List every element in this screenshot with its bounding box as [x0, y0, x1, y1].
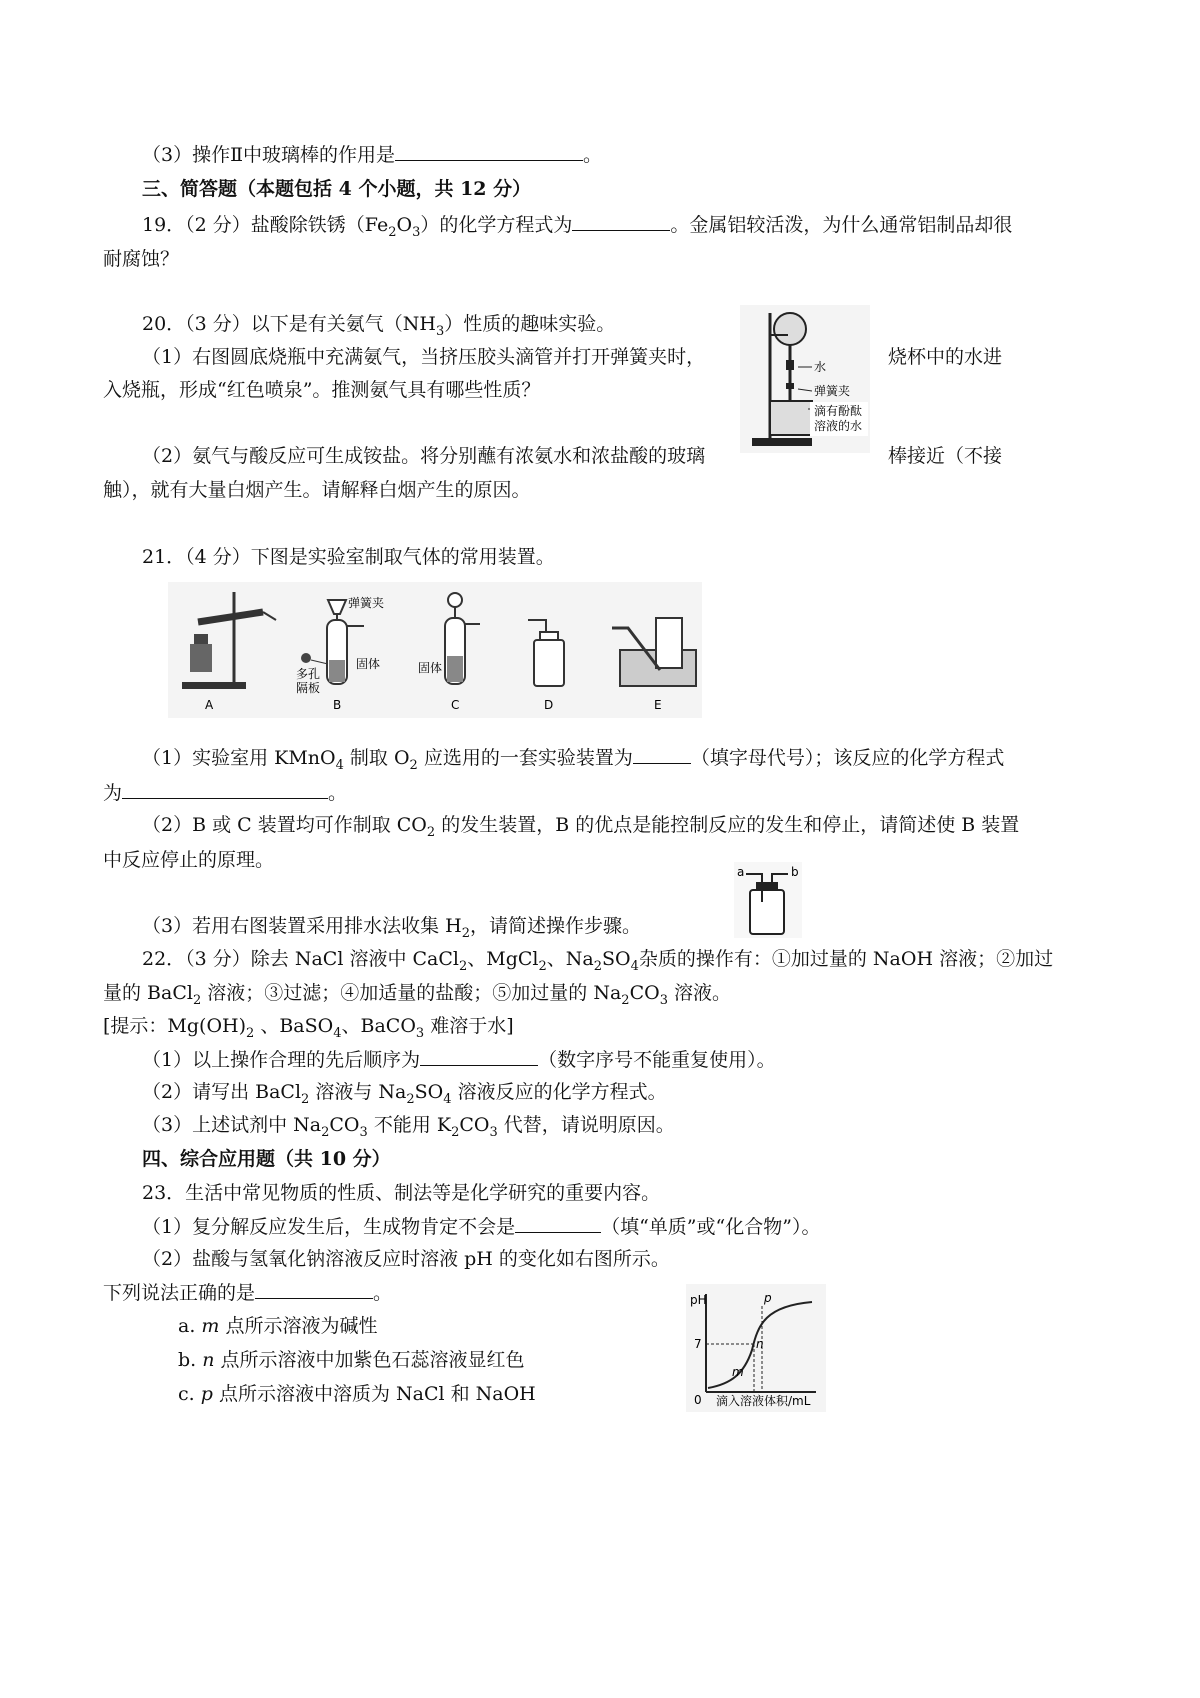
option-b[interactable]: b. n 点所示溶液中加紫色石蕊溶液显红色 [178, 1349, 525, 1371]
q20-2-line2: 触），就有大量白烟产生。请解释白烟产生的原因。 [103, 479, 531, 501]
q19-line1: 19．（2 分）盐酸除铁锈$(Fe_2O_3)$的化学方程式为 。金属铝较活泼，为什么通常铝制品却很 [142, 214, 1013, 240]
section-3-heading: 三、简答题（本题包括 4 个小题，共 12 分） [142, 178, 532, 200]
option-a[interactable]: a. m 点所示溶液为碱性 [178, 1315, 378, 1337]
answer-blank[interactable] [515, 1214, 601, 1233]
point-m: m [732, 1365, 744, 1379]
label-phenol-1: 滴有酚酞 [814, 404, 863, 418]
q20-1-line2: 入烧瓶，形成“红色喷泉”。推测氨气具有哪些性质？ [103, 379, 541, 401]
q21-2-line2: 中反应停止的原理。 [103, 849, 275, 871]
x-label: 滴入溶液体积/mL [716, 1394, 811, 1408]
label-clamp-b: 弹簧夹 [348, 596, 385, 610]
q18-3: （3）操作Ⅱ中玻璃棒的作用是 。 [142, 144, 603, 166]
answer-blank[interactable] [255, 1280, 373, 1299]
label-d: D [544, 698, 554, 712]
label-solid-b: 固体 [356, 657, 381, 671]
q22-2: （2）请写出 BaCl$_2$ 溶液与 $Na_2SO_4$ 溶液反应的化学方程式。 [142, 1081, 667, 1107]
answer-blank[interactable] [420, 1047, 538, 1066]
section-4-heading: 四、综合应用题（共 10 分） [142, 1148, 391, 1170]
label-plate-2: 隔板 [296, 681, 321, 695]
label-port-a: a [737, 865, 745, 879]
y-label: pH [690, 1293, 707, 1307]
label-port-b: b [791, 865, 799, 879]
option-c[interactable]: c. p 点所示溶液中溶质为 NaCl 和 NaOH [178, 1383, 536, 1405]
q23-intro: 23．生活中常见物质的性质、制法等是化学研究的重要内容。 [142, 1182, 661, 1204]
q22-1: （1）以上操作合理的先后顺序为 （数字序号不能重复使用）。 [142, 1049, 776, 1071]
q23-2-prompt: 下列说法正确的是 。 [103, 1282, 393, 1304]
q20-line1: 20．（3 分）以下是有关氨气$(NH_3)$性质的趣味实验。 [142, 313, 616, 339]
q21-1-line2: 为 。 [103, 782, 348, 804]
q22-line1: 22．（3 分）除去 NaCl 溶液中 CaCl$_2$、MgCl$_2$、$Na_2SO_4$杂质的操作有：①加过量的 NaOH 溶液；②加过 [142, 948, 1054, 974]
q22-3: （3）上述试剂中 $Na_2CO_3$ 不能用 $K_2CO_3$ 代替，请说明原因。 [142, 1114, 675, 1140]
point-n: n [756, 1337, 764, 1351]
label-phenol-2: 溶液的水 [814, 419, 863, 433]
q20-2-line1-end: 棒接近（不接 [888, 445, 1003, 467]
q21-3: （3）若用右图装置采用排水法收集 $H_2$，请简述操作步骤。 [142, 915, 641, 941]
point-p: p [764, 1291, 772, 1305]
q21-1-line1: （1）实验室用 KMnO$_4$ 制取 $O_2$ 应选用的一套实验装置为 （填字母代号）；该反应的化学方程式 [142, 747, 1005, 773]
q20-2-line1: （2）氨气与酸反应可生成铵盐。将分别蘸有浓氨水和浓盐酸的玻璃 [142, 445, 706, 467]
q21-intro: 21．（4 分）下图是实验室制取气体的常用装置。 [142, 546, 555, 568]
tick-0: 0 [694, 1393, 702, 1407]
answer-blank[interactable] [633, 745, 691, 764]
label-solid-c: 固体 [418, 661, 443, 675]
q19-line2: 耐腐蚀？ [103, 248, 180, 270]
q21-2-line1: （2）B 或 C 装置均可作制取 $CO_2$ 的发生装置，B 的优点是能控制反应的发生和停止，请简述使 B 装置 [142, 814, 1020, 840]
q22-line2: 量的 BaCl$_2$ 溶液；③过滤；④加适量的盐酸；⑤加过量的 $Na_2CO_3$ 溶液。 [103, 982, 732, 1008]
label-a: A [205, 698, 214, 712]
gas-apparatus-figure [168, 582, 702, 718]
answer-blank[interactable] [572, 212, 670, 231]
q23-2: （2）盐酸与氢氧化钠溶液反应时溶液 pH 的变化如右图所示。 [142, 1248, 670, 1270]
answer-blank[interactable] [395, 142, 583, 161]
answer-blank[interactable] [122, 780, 328, 799]
label-e: E [654, 698, 662, 712]
label-clamp: 弹簧夹 [814, 384, 851, 398]
label-plate-1: 多孔 [296, 667, 321, 681]
q20-1-line1: （1）右图圆底烧瓶中充满氨气，当挤压胶头滴管并打开弹簧夹时， [142, 346, 706, 368]
q23-1: （1）复分解反应发生后，生成物肯定不会是 （填“单质”或“化合物”）。 [142, 1216, 821, 1238]
q22-hint: [提示：$Mg(OH)_2$ 、BaSO$_4$、BaCO$_3$ 难溶于水] [103, 1015, 514, 1041]
gas-bottle-figure [734, 862, 802, 938]
label-water: 水 [814, 360, 827, 374]
q20-1-line1-end: 烧杯中的水进 [888, 346, 1003, 368]
tick-7: 7 [694, 1337, 702, 1351]
label-b: B [333, 698, 342, 712]
ph-curve-figure [686, 1284, 826, 1412]
ammonia-fountain-figure [740, 305, 870, 453]
label-c: C [451, 698, 460, 712]
